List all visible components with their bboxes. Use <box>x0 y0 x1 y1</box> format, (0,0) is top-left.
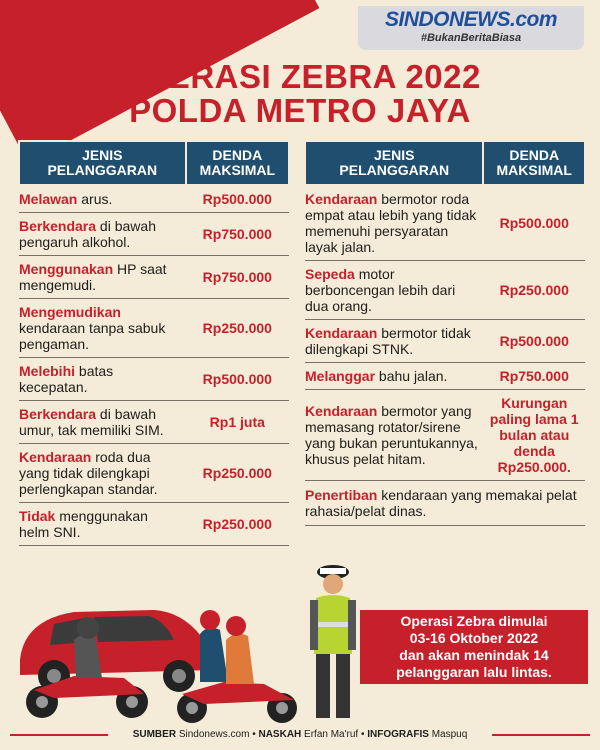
row-keyword: Menggunakan <box>19 261 114 277</box>
row-text: kendaraan tanpa sabuk pengaman. <box>19 320 166 352</box>
row-fine: Rp250.000 <box>202 465 272 481</box>
row-fine: Rp1 juta <box>209 414 265 430</box>
table-row <box>305 320 585 363</box>
table-row <box>19 256 289 299</box>
row-keyword: Melebihi <box>19 363 76 379</box>
row-fine: Kurungan paling lama 1 bulan atau denda Rp250.000. <box>489 395 579 475</box>
row-fine: Rp750.000 <box>499 368 569 384</box>
table-row <box>305 363 585 390</box>
table-row-extra <box>305 481 585 526</box>
table-row <box>19 213 289 256</box>
row-text: HP saat mengemudi. <box>19 261 167 293</box>
footer-writer: Erfan Ma'ruf <box>304 729 359 740</box>
row-text: bermotor roda empat atau lebih yang tidak memenuhi persyaratan layak jalan. <box>305 191 477 255</box>
row-keyword: Melanggar <box>305 368 376 384</box>
row-description <box>19 213 186 256</box>
header-fine <box>483 141 585 185</box>
row-keyword: Tidak <box>19 508 56 524</box>
footer-writer-label: NASKAH <box>258 729 302 740</box>
police-officer-illustration <box>306 562 360 722</box>
table-row <box>305 185 585 261</box>
table-row <box>19 358 289 401</box>
operation-notice <box>360 610 588 684</box>
title-line-2: POLDA METRO JAYA <box>129 92 471 129</box>
row-description <box>19 358 186 401</box>
violations-table-left <box>18 140 290 546</box>
header-fine <box>186 141 289 185</box>
header-violation <box>19 141 186 185</box>
brand-badge <box>358 6 584 50</box>
title-line-1: OPERASI ZEBRA 2022 <box>119 58 481 95</box>
row-text: motor berboncengan lebih dari dua orang. <box>305 266 456 314</box>
table-row <box>19 401 289 444</box>
row-text: arus. <box>77 191 113 207</box>
row-text: bermotor yang memasang rotator/sirene yang bukan peruntukannya, khusus pelat hitam. <box>305 403 478 467</box>
row-description <box>305 390 483 481</box>
row-description <box>19 401 186 444</box>
row-fine: Rp250.000 <box>202 320 272 336</box>
row-fine: Rp750.000 <box>202 269 272 285</box>
header-violation <box>305 141 483 185</box>
row-fine: Rp500.000 <box>499 215 569 231</box>
row-keyword: Melawan <box>19 191 78 207</box>
row-description <box>305 320 483 363</box>
row-keyword: Kendaraan <box>305 325 378 341</box>
vehicles-illustration <box>14 590 314 725</box>
row-description <box>305 481 585 526</box>
row-keyword: Berkendara <box>19 406 97 422</box>
row-keyword: Sepeda <box>305 266 355 282</box>
table-row <box>305 390 585 481</box>
row-keyword: Kendaraan <box>305 191 378 207</box>
notice-line-2: 03-16 Oktober 2022 <box>409 630 539 646</box>
row-fine: Rp500.000 <box>202 371 272 387</box>
table-row <box>19 444 289 503</box>
header-violation-line1: JENIS <box>374 147 415 163</box>
row-keyword: Kendaraan <box>19 449 92 465</box>
notice-line-4: pelanggaran lalu lintas. <box>396 664 552 680</box>
row-text: di bawah umur, tak memiliki SIM. <box>19 406 164 438</box>
brand-tagline: #BukanBeritaBiasa <box>420 32 522 44</box>
header-fine-line2: MAKSIMAL <box>199 162 276 178</box>
header-violation-line2: PELANGGARAN <box>47 162 158 178</box>
footer-graphic-label: INFOGRAFIS <box>367 729 429 740</box>
table-row <box>305 261 585 320</box>
notice-line-1: Operasi Zebra dimulai <box>400 613 548 629</box>
table-row <box>19 503 289 546</box>
header-fine-line1: DENDA <box>212 147 263 163</box>
page-title <box>0 60 600 128</box>
row-text: bahu jalan. <box>375 368 448 384</box>
row-text: bermotor tidak dilengkapi STNK. <box>305 325 471 357</box>
header-fine-line1: DENDA <box>509 147 560 163</box>
row-text: roda dua yang tidak dilengkapi perlengkapan standar. <box>19 449 158 497</box>
row-keyword: Berkendara <box>19 218 97 234</box>
footer-source: Sindonews.com <box>178 729 250 740</box>
table-row <box>19 299 289 358</box>
footer-credits: SUMBER Sindonews.com • NASKAH Erfan Ma'ruf • INFOGRAFIS Maspuq <box>132 729 468 740</box>
row-keyword: Kendaraan <box>305 403 378 419</box>
footer-graphic: Maspuq <box>431 729 468 740</box>
row-fine: Rp500.000 <box>499 333 569 349</box>
row-keyword: Mengemudikan <box>19 304 121 320</box>
row-fine: Rp750.000 <box>202 226 272 242</box>
row-fine: Rp250.000 <box>202 516 272 532</box>
row-description <box>19 185 186 213</box>
row-text: batas kecepatan. <box>19 363 114 395</box>
row-description <box>305 261 483 320</box>
header-violation-line2: PELANGGARAN <box>339 162 450 178</box>
table-row <box>19 185 289 213</box>
violations-table-right <box>304 140 586 526</box>
row-keyword: Penertiban <box>305 487 378 503</box>
notice-line-3: dan akan menindak 14 <box>399 647 549 663</box>
row-description <box>305 185 483 261</box>
row-description <box>19 444 186 503</box>
row-text: di bawah pengaruh alkohol. <box>19 218 156 250</box>
brand-logo: SINDONEWS.com <box>384 8 558 31</box>
row-description <box>19 299 186 358</box>
row-text: kendaraan yang memakai pelat rahasia/pelat dinas. <box>305 487 577 519</box>
header-fine-line2: MAKSIMAL <box>496 162 572 178</box>
header-violation-line1: JENIS <box>82 147 123 163</box>
row-description <box>19 503 186 546</box>
footer-source-label: SUMBER <box>132 729 177 740</box>
row-description <box>19 256 186 299</box>
row-description <box>305 363 483 390</box>
row-fine: Rp250.000 <box>499 282 569 298</box>
row-fine: Rp500.000 <box>202 191 272 207</box>
row-text: menggunakan helm SNI. <box>19 508 148 540</box>
